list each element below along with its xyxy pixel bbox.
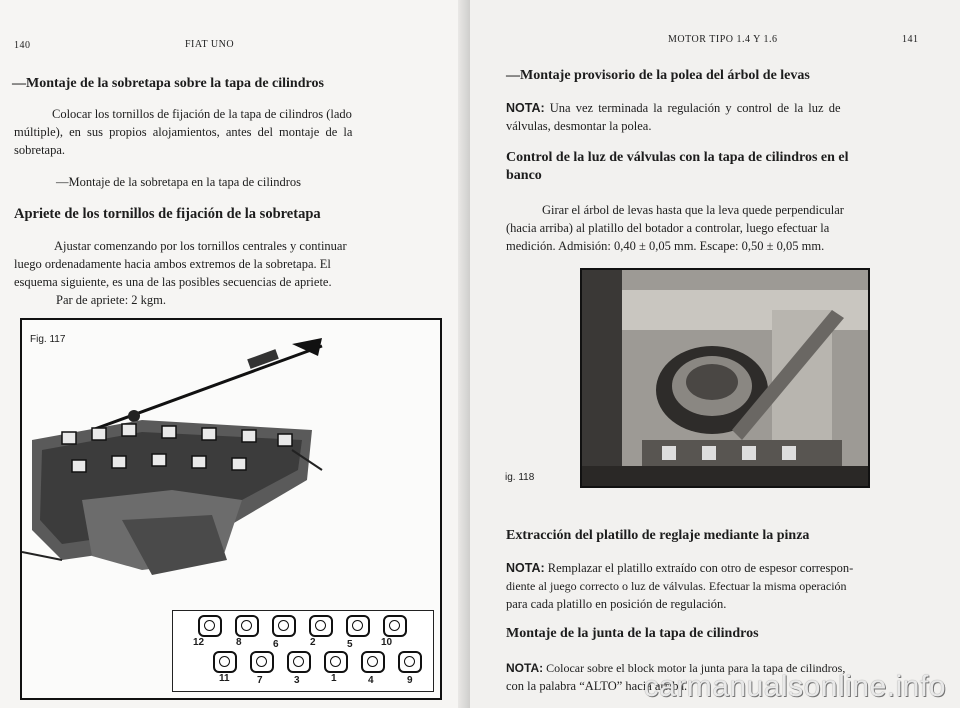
heading-control-luz-cont: banco <box>506 168 542 183</box>
nota-text: Remplazar el platillo extraído con otro de espesor correspon- <box>547 561 854 575</box>
sequence-number: 4 <box>368 675 374 686</box>
nota-line <box>506 560 853 577</box>
sequence-number: 12 <box>193 637 205 648</box>
nota-line: para cada platillo en posición de regulación. <box>506 597 727 611</box>
figure-label: ig. 118 <box>505 472 535 483</box>
paragraph-line: Girar el árbol de levas hasta que la leva quede perpendicular <box>542 203 844 217</box>
bolt-icon <box>324 651 348 673</box>
paragraph-line: luego ordenadamente hacia ambos extremos de la sobretapa. El <box>14 257 331 271</box>
cylinder-head-illustration <box>22 320 440 610</box>
heading-apriete-tornillos: Apriete de los tornillos de fijación de la sobretapa <box>14 206 321 222</box>
nota-text: Una vez terminada la regulación y control de la luz de <box>549 101 841 115</box>
heading-montaje-junta: Montaje de la junta de la tapa de cilindros <box>506 626 759 641</box>
heading-extraccion-platillo: Extracción del platillo de reglaje mediante la pinza <box>506 528 810 543</box>
nota-line <box>506 100 841 117</box>
measurement-spec: medición. Admisión: 0,40 ± 0,05 mm. Escape: 0,50 ± 0,05 mm. <box>506 239 825 253</box>
paragraph-line: Ajustar comenzando por los tornillos centrales y continuar <box>54 239 347 253</box>
sequence-number: 10 <box>381 637 393 648</box>
torque-spec: Par de apriete: 2 kgm. <box>56 293 167 307</box>
watermark: carmanualsonline.info <box>643 670 946 703</box>
sequence-number: 3 <box>294 675 300 686</box>
bolt-icon <box>361 651 385 673</box>
nota-label: NOTA: <box>506 561 545 575</box>
bolt-icon <box>383 615 407 637</box>
running-header-left: FIAT UNO <box>185 39 235 50</box>
paragraph-line: Colocar los tornillos de fijación de la tapa de cilindros (lado <box>52 107 352 121</box>
running-header-right: MOTOR TIPO 1.4 Y 1.6 <box>668 34 778 45</box>
heading-montaje-polea: —Montaje provisorio de la polea del árbol de levas <box>506 68 810 83</box>
nota-label: NOTA: <box>506 101 545 115</box>
nota-line: válvulas, desmontar la polea. <box>506 119 652 133</box>
nota-line: diente al juego correcto o luz de válvulas. Efectuar la misma operación <box>506 579 847 593</box>
tightening-sequence-diagram <box>172 610 434 692</box>
sequence-number: 11 <box>219 673 230 684</box>
nota-label: NOTA: <box>506 661 544 675</box>
sequence-number: 9 <box>407 675 413 686</box>
figure-117 <box>20 318 442 700</box>
bolt-icon <box>213 651 237 673</box>
sequence-number: 7 <box>257 675 263 686</box>
bolt-icon <box>287 651 311 673</box>
bolt-icon <box>346 615 370 637</box>
left-page <box>0 0 470 708</box>
bolt-icon <box>250 651 274 673</box>
sequence-number: 1 <box>331 673 337 684</box>
heading-control-luz: Control de la luz de válvulas con la tapa de cilindros en el <box>506 150 849 165</box>
figure-118-photo <box>580 268 870 488</box>
bolt-icon <box>272 615 296 637</box>
valve-measurement-photo <box>582 270 868 486</box>
subheading-montaje-sobretapa: —Montaje de la sobretapa en la tapa de cilindros <box>56 175 302 189</box>
bolt-icon <box>398 651 422 673</box>
page-number-right: 141 <box>902 34 919 45</box>
bolt-icon <box>235 615 259 637</box>
figure-label: Fig. 117 <box>30 334 66 345</box>
sequence-number: 8 <box>236 637 242 648</box>
nota-text: Colocar sobre el block motor la junta para la tapa de cilindros, <box>546 661 846 675</box>
nota-line: con la palabra “ALTO” hacia arriba. <box>506 679 688 693</box>
paragraph-line: (hacia arriba) al platillo del botador a controlar, luego efectuar la <box>506 221 830 235</box>
heading-montaje-sobretapa: —Montaje de la sobretapa sobre la tapa de cilindros <box>12 76 324 91</box>
paragraph-line: esquema siguiente, es una de las posibles secuencias de apriete. <box>14 275 332 289</box>
page-number-left: 140 <box>14 40 31 51</box>
paragraph-line: múltiple), en sus propios alojamientos, antes del montaje de la <box>14 125 353 139</box>
sequence-number: 6 <box>273 639 279 650</box>
paragraph-line: sobretapa. <box>14 143 66 157</box>
sequence-number: 5 <box>347 639 353 650</box>
bolt-icon <box>198 615 222 637</box>
bolt-icon <box>309 615 333 637</box>
sequence-number: 2 <box>310 637 316 648</box>
